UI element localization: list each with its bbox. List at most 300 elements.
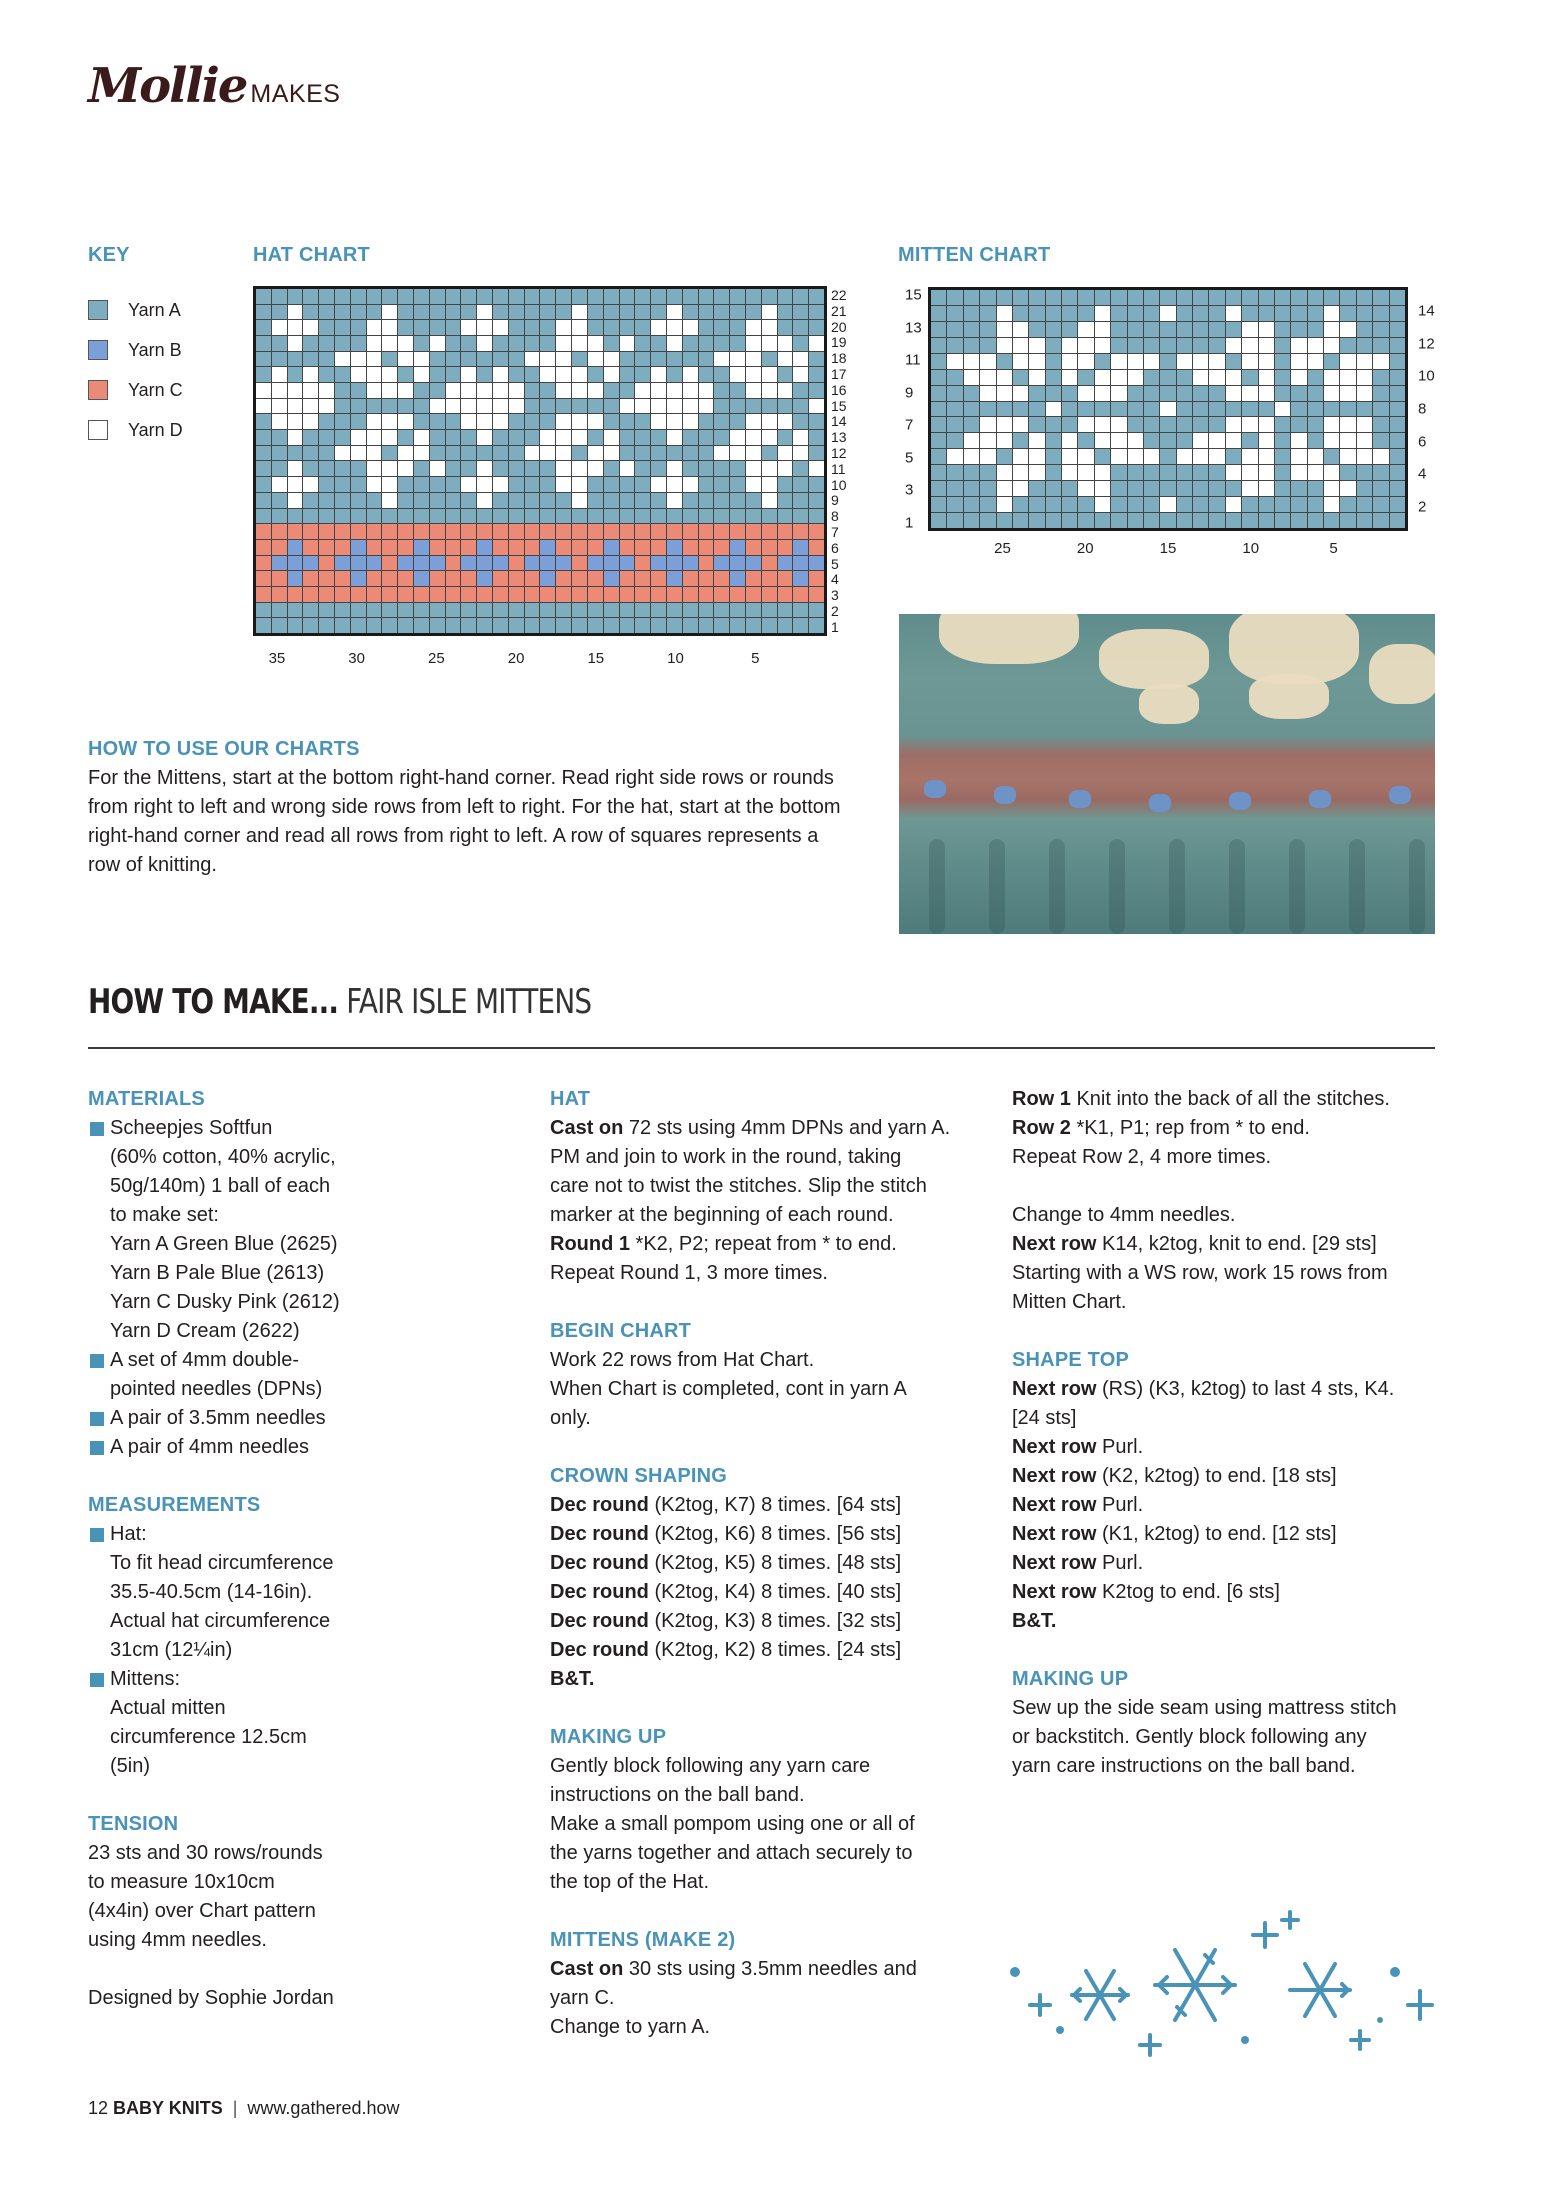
chart-cell bbox=[525, 320, 540, 335]
chart-cell bbox=[1275, 322, 1290, 337]
chart-cell bbox=[1095, 497, 1110, 512]
chart-cell bbox=[319, 399, 334, 414]
chart-cell bbox=[1177, 497, 1192, 512]
instruction-line: Next row Purl. bbox=[1012, 1436, 1144, 1458]
chart-cell bbox=[620, 305, 635, 320]
row-number: 13 bbox=[905, 319, 922, 337]
chart-cell bbox=[1308, 497, 1323, 512]
chart-cell bbox=[572, 430, 587, 445]
chart-cell bbox=[1357, 402, 1372, 417]
chart-cell bbox=[651, 320, 666, 335]
chart-cell bbox=[1357, 354, 1372, 369]
chart-cell bbox=[635, 493, 650, 508]
chart-cell bbox=[746, 305, 761, 320]
chart-cell bbox=[1324, 465, 1339, 480]
chart-cell bbox=[572, 587, 587, 602]
chart-cell bbox=[556, 383, 571, 398]
chart-cell bbox=[1111, 465, 1126, 480]
chart-cell bbox=[730, 587, 745, 602]
chart-cell bbox=[556, 352, 571, 367]
mittens-chart-instructions bbox=[1012, 1201, 1452, 1317]
chart-cell bbox=[699, 305, 714, 320]
chart-cell bbox=[1128, 290, 1143, 305]
chart-cell bbox=[778, 399, 793, 414]
chart-cell bbox=[303, 414, 318, 429]
row-number: 20 bbox=[831, 318, 847, 335]
chart-cell bbox=[272, 352, 287, 367]
chart-cell bbox=[604, 320, 619, 335]
chart-cell bbox=[1095, 481, 1110, 496]
chart-cell bbox=[1062, 481, 1077, 496]
chart-cell bbox=[351, 446, 366, 461]
chart-cell bbox=[288, 556, 303, 571]
chart-cell bbox=[461, 305, 476, 320]
chart-cell bbox=[588, 556, 603, 571]
chart-cell bbox=[699, 603, 714, 618]
chart-cell bbox=[1095, 354, 1110, 369]
bullet-continuation: To fit head circumference bbox=[110, 1552, 334, 1574]
chart-cell bbox=[509, 461, 524, 476]
bullet-square-icon bbox=[90, 1354, 104, 1368]
chart-cell bbox=[699, 289, 714, 304]
chart-cell bbox=[980, 513, 995, 528]
instruction-line: Row 2 *K1, P1; rep from * to end. bbox=[1012, 1117, 1310, 1139]
chart-cell bbox=[272, 603, 287, 618]
chart-cell bbox=[556, 571, 571, 586]
chart-cell bbox=[288, 587, 303, 602]
chart-cell bbox=[351, 289, 366, 304]
chart-cell bbox=[746, 524, 761, 539]
chart-cell bbox=[319, 336, 334, 351]
chart-cell bbox=[1209, 306, 1224, 321]
chart-cell bbox=[604, 414, 619, 429]
chart-cell bbox=[525, 461, 540, 476]
chart-cell bbox=[430, 399, 445, 414]
row-number: 8 bbox=[831, 508, 839, 525]
instruction-line: Round 1 *K2, P2; repeat from * to end. bbox=[550, 1233, 897, 1255]
chart-cell bbox=[540, 571, 555, 586]
mittens-chart-section bbox=[1012, 1201, 1452, 1317]
chart-cell bbox=[1308, 417, 1323, 432]
chart-cell bbox=[414, 336, 429, 351]
chart-cell bbox=[1390, 338, 1405, 353]
chart-cell bbox=[604, 367, 619, 382]
chart-cell bbox=[809, 509, 824, 524]
chart-cell bbox=[1177, 306, 1192, 321]
chart-cell bbox=[525, 477, 540, 492]
chart-cell bbox=[288, 603, 303, 618]
chart-cell bbox=[1046, 417, 1061, 432]
chart-cell bbox=[1390, 402, 1405, 417]
chart-cell bbox=[382, 477, 397, 492]
chart-cell bbox=[997, 497, 1012, 512]
chart-cell bbox=[303, 352, 318, 367]
chart-cell bbox=[1390, 433, 1405, 448]
chart-cell bbox=[1029, 386, 1044, 401]
chart-cell bbox=[351, 524, 366, 539]
chart-cell bbox=[1209, 449, 1224, 464]
chart-cell bbox=[1373, 306, 1388, 321]
chart-cell bbox=[604, 587, 619, 602]
chart-cell bbox=[1144, 417, 1159, 432]
chart-cell bbox=[793, 414, 808, 429]
chart-cell bbox=[809, 587, 824, 602]
chart-cell bbox=[588, 587, 603, 602]
chart-cell bbox=[1029, 370, 1044, 385]
row-number: 14 bbox=[1418, 302, 1435, 320]
chart-cell bbox=[525, 524, 540, 539]
chart-cell bbox=[651, 289, 666, 304]
chart-cell bbox=[414, 367, 429, 382]
chart-cell bbox=[1095, 433, 1110, 448]
chart-cell bbox=[414, 477, 429, 492]
chart-cell bbox=[1308, 513, 1323, 528]
chart-cell bbox=[588, 352, 603, 367]
chart-cell bbox=[509, 493, 524, 508]
chart-cell bbox=[303, 509, 318, 524]
chart-cell bbox=[430, 352, 445, 367]
chart-cell bbox=[1029, 322, 1044, 337]
chart-cell bbox=[256, 477, 271, 492]
bullet-square-icon bbox=[90, 1673, 104, 1687]
chart-cell bbox=[461, 603, 476, 618]
chart-cell bbox=[778, 446, 793, 461]
chart-cell bbox=[931, 306, 946, 321]
chart-cell bbox=[778, 336, 793, 351]
chart-cell bbox=[762, 305, 777, 320]
chart-cell bbox=[1226, 417, 1241, 432]
chart-cell bbox=[635, 477, 650, 492]
mittens-instructions bbox=[550, 1955, 990, 2042]
chart-cell bbox=[1357, 497, 1372, 512]
chart-cell bbox=[493, 289, 508, 304]
chart-cell bbox=[809, 446, 824, 461]
chart-cell bbox=[477, 305, 492, 320]
chart-cell bbox=[683, 399, 698, 414]
chart-cell bbox=[319, 603, 334, 618]
chart-cell bbox=[778, 618, 793, 633]
instruction-line: Gently block following any yarn care bbox=[550, 1755, 871, 1777]
chart-cell bbox=[651, 430, 666, 445]
chart-cell bbox=[1111, 402, 1126, 417]
chart-cell bbox=[288, 367, 303, 382]
chart-cell bbox=[572, 320, 587, 335]
chart-cell bbox=[1062, 449, 1077, 464]
instruction-line: Next row (K2, k2tog) to end. [18 sts] bbox=[1012, 1465, 1337, 1487]
chart-cell bbox=[303, 618, 318, 633]
chart-cell bbox=[931, 449, 946, 464]
chart-cell bbox=[809, 430, 824, 445]
chart-cell bbox=[651, 352, 666, 367]
mittens-section bbox=[550, 1926, 990, 2042]
snowflakes-icon bbox=[1000, 1910, 1440, 2060]
chart-cell bbox=[1029, 433, 1044, 448]
chart-cell bbox=[964, 338, 979, 353]
chart-cell bbox=[430, 603, 445, 618]
chart-cell bbox=[667, 493, 682, 508]
chart-cell bbox=[793, 336, 808, 351]
chart-cell bbox=[620, 320, 635, 335]
row-number: 5 bbox=[905, 449, 914, 467]
chart-cell bbox=[1095, 370, 1110, 385]
bullet-continuation: 35.5-40.5cm (14-16in). bbox=[110, 1581, 313, 1603]
chart-cell bbox=[1308, 338, 1323, 353]
chart-cell bbox=[809, 336, 824, 351]
chart-cell bbox=[931, 513, 946, 528]
chart-cell bbox=[1013, 481, 1028, 496]
chart-cell bbox=[367, 618, 382, 633]
chart-cell bbox=[746, 571, 761, 586]
chart-cell bbox=[1275, 290, 1290, 305]
chart-cell bbox=[367, 414, 382, 429]
chart-cell bbox=[303, 367, 318, 382]
chart-cell bbox=[947, 497, 962, 512]
chart-cell bbox=[556, 446, 571, 461]
chart-cell bbox=[1111, 306, 1126, 321]
chart-cell bbox=[635, 305, 650, 320]
crown-shaping-instructions bbox=[550, 1491, 990, 1694]
column-number: 25 bbox=[994, 540, 1011, 557]
chart-cell bbox=[1259, 370, 1274, 385]
chart-cell bbox=[398, 540, 413, 555]
chart-cell bbox=[1209, 338, 1224, 353]
chart-cell bbox=[382, 603, 397, 618]
chart-cell bbox=[256, 618, 271, 633]
chart-cell bbox=[1144, 497, 1159, 512]
chart-cell bbox=[288, 289, 303, 304]
chart-cell bbox=[1095, 417, 1110, 432]
chart-cell bbox=[1046, 481, 1061, 496]
chart-cell bbox=[288, 509, 303, 524]
chart-cell bbox=[1062, 354, 1077, 369]
chart-cell bbox=[699, 367, 714, 382]
chart-cell bbox=[303, 603, 318, 618]
chart-cell bbox=[1242, 417, 1257, 432]
instruction-line: the top of the Hat. bbox=[550, 1871, 709, 1893]
chart-cell bbox=[1078, 386, 1093, 401]
chart-cell bbox=[398, 461, 413, 476]
chart-cell bbox=[651, 399, 666, 414]
chart-cell bbox=[746, 587, 761, 602]
chart-cell bbox=[997, 433, 1012, 448]
chart-cell bbox=[1340, 354, 1355, 369]
chart-cell bbox=[1078, 433, 1093, 448]
chart-cell bbox=[1111, 497, 1126, 512]
instruction-line: Dec round (K2tog, K6) 8 times. [56 sts] bbox=[550, 1523, 902, 1545]
chart-cell bbox=[793, 603, 808, 618]
chart-cell bbox=[1357, 481, 1372, 496]
chart-cell bbox=[414, 540, 429, 555]
instruction-line: marker at the beginning of each round. bbox=[550, 1204, 894, 1226]
chart-cell bbox=[382, 571, 397, 586]
chart-cell bbox=[335, 336, 350, 351]
chart-cell bbox=[809, 556, 824, 571]
instruction-line: Repeat Round 1, 3 more times. bbox=[550, 1262, 828, 1284]
row-number: 11 bbox=[831, 460, 846, 477]
chart-cell bbox=[730, 446, 745, 461]
chart-cell bbox=[272, 383, 287, 398]
chart-cell bbox=[1373, 465, 1388, 480]
chart-cell bbox=[430, 618, 445, 633]
chart-cell bbox=[778, 383, 793, 398]
chart-cell bbox=[1209, 402, 1224, 417]
chart-cell bbox=[746, 320, 761, 335]
chart-cell bbox=[398, 320, 413, 335]
chart-cell bbox=[1390, 497, 1405, 512]
chart-cell bbox=[746, 446, 761, 461]
instruction-line: yarn care instructions on the ball band. bbox=[1012, 1755, 1356, 1777]
chart-cell bbox=[446, 305, 461, 320]
chart-cell bbox=[556, 305, 571, 320]
row-number: 10 bbox=[831, 476, 847, 493]
text-line: using 4mm needles. bbox=[88, 1929, 267, 1951]
chart-cell bbox=[964, 417, 979, 432]
chart-cell bbox=[762, 289, 777, 304]
chart-cell bbox=[335, 587, 350, 602]
chart-cell bbox=[351, 320, 366, 335]
chart-cell bbox=[931, 370, 946, 385]
chart-cell bbox=[430, 320, 445, 335]
chart-cell bbox=[288, 571, 303, 586]
chart-cell bbox=[931, 354, 946, 369]
chart-cell bbox=[809, 383, 824, 398]
chart-cell bbox=[572, 352, 587, 367]
chart-cell bbox=[809, 352, 824, 367]
instruction-line: B&T. bbox=[550, 1668, 595, 1690]
chart-cell bbox=[778, 587, 793, 602]
chart-cell bbox=[620, 289, 635, 304]
chart-cell bbox=[604, 618, 619, 633]
column-number: 35 bbox=[268, 650, 286, 667]
chart-cell bbox=[1373, 402, 1388, 417]
chart-cell bbox=[572, 383, 587, 398]
chart-cell bbox=[620, 477, 635, 492]
chart-cell bbox=[1160, 386, 1175, 401]
chart-cell bbox=[746, 352, 761, 367]
chart-cell bbox=[1144, 354, 1159, 369]
chart-cell bbox=[1111, 513, 1126, 528]
chart-cell bbox=[980, 290, 995, 305]
how-to-make-title bbox=[88, 982, 591, 1022]
chart-cell bbox=[730, 524, 745, 539]
chart-cell bbox=[335, 556, 350, 571]
designer-credit: Designed by Sophie Jordan bbox=[88, 1987, 334, 2009]
chart-cell bbox=[335, 414, 350, 429]
chart-cell bbox=[1242, 497, 1257, 512]
chart-cell bbox=[1226, 306, 1241, 321]
chart-cell bbox=[367, 367, 382, 382]
chart-cell bbox=[1095, 402, 1110, 417]
chart-cell bbox=[319, 430, 334, 445]
chart-cell bbox=[509, 367, 524, 382]
chart-cell bbox=[809, 461, 824, 476]
chart-cell bbox=[1275, 497, 1290, 512]
chart-cell bbox=[778, 524, 793, 539]
chart-cell bbox=[398, 603, 413, 618]
chart-cell bbox=[1373, 433, 1388, 448]
chart-cell bbox=[635, 587, 650, 602]
chart-cell bbox=[382, 493, 397, 508]
chart-cell bbox=[1226, 386, 1241, 401]
chart-cell bbox=[1013, 338, 1028, 353]
chart-cell bbox=[620, 446, 635, 461]
chart-cell bbox=[525, 571, 540, 586]
chart-cell bbox=[997, 306, 1012, 321]
chart-cell bbox=[477, 587, 492, 602]
hat-instructions bbox=[550, 1114, 990, 1288]
chart-cell bbox=[1242, 338, 1257, 353]
chart-cell bbox=[793, 556, 808, 571]
chart-cell bbox=[509, 587, 524, 602]
chart-cell bbox=[1013, 497, 1028, 512]
chart-cell bbox=[1111, 322, 1126, 337]
chart-cell bbox=[303, 399, 318, 414]
chart-cell bbox=[651, 446, 666, 461]
chart-cell bbox=[683, 352, 698, 367]
chart-cell bbox=[461, 383, 476, 398]
instruction-line: Next row (K1, k2tog) to end. [12 sts] bbox=[1012, 1523, 1337, 1545]
chart-cell bbox=[1160, 306, 1175, 321]
chart-cell bbox=[1013, 433, 1028, 448]
chart-cell bbox=[1111, 433, 1126, 448]
chart-cell bbox=[1095, 290, 1110, 305]
chart-cell bbox=[493, 509, 508, 524]
chart-cell bbox=[1144, 433, 1159, 448]
chart-cell bbox=[1242, 354, 1257, 369]
chart-cell bbox=[699, 414, 714, 429]
bullet-square-icon bbox=[90, 1122, 104, 1136]
chart-cell bbox=[398, 446, 413, 461]
chart-cell bbox=[1275, 306, 1290, 321]
chart-cell bbox=[1177, 322, 1192, 337]
chart-cell bbox=[947, 433, 962, 448]
chart-cell bbox=[351, 399, 366, 414]
chart-cell bbox=[980, 433, 995, 448]
chart-cell bbox=[980, 354, 995, 369]
chart-cell bbox=[1373, 417, 1388, 432]
chart-cell bbox=[446, 399, 461, 414]
chart-cell bbox=[651, 603, 666, 618]
row-number: 2 bbox=[831, 602, 839, 619]
hat-chart-title: HAT CHART bbox=[253, 244, 370, 266]
chart-cell bbox=[446, 524, 461, 539]
chart-cell bbox=[1291, 449, 1306, 464]
chart-cell bbox=[256, 587, 271, 602]
instruction-line: instructions on the ball band. bbox=[550, 1784, 805, 1806]
chart-cell bbox=[540, 603, 555, 618]
website-link[interactable]: www.gathered.how bbox=[247, 2098, 400, 2118]
chart-cell bbox=[620, 430, 635, 445]
key-item-yarn-d bbox=[88, 410, 183, 450]
chart-cell bbox=[351, 556, 366, 571]
chart-cell bbox=[256, 509, 271, 524]
chart-cell bbox=[1291, 322, 1306, 337]
chart-cell bbox=[461, 336, 476, 351]
chart-cell bbox=[367, 352, 382, 367]
chart-cell bbox=[809, 603, 824, 618]
chart-cell bbox=[699, 352, 714, 367]
chart-cell bbox=[1340, 290, 1355, 305]
chart-cell bbox=[572, 556, 587, 571]
chart-cell bbox=[651, 540, 666, 555]
chart-cell bbox=[620, 367, 635, 382]
chart-cell bbox=[367, 399, 382, 414]
chart-cell bbox=[1259, 465, 1274, 480]
chart-cell bbox=[493, 524, 508, 539]
chart-cell bbox=[699, 587, 714, 602]
chart-cell bbox=[730, 556, 745, 571]
chart-cell bbox=[997, 290, 1012, 305]
